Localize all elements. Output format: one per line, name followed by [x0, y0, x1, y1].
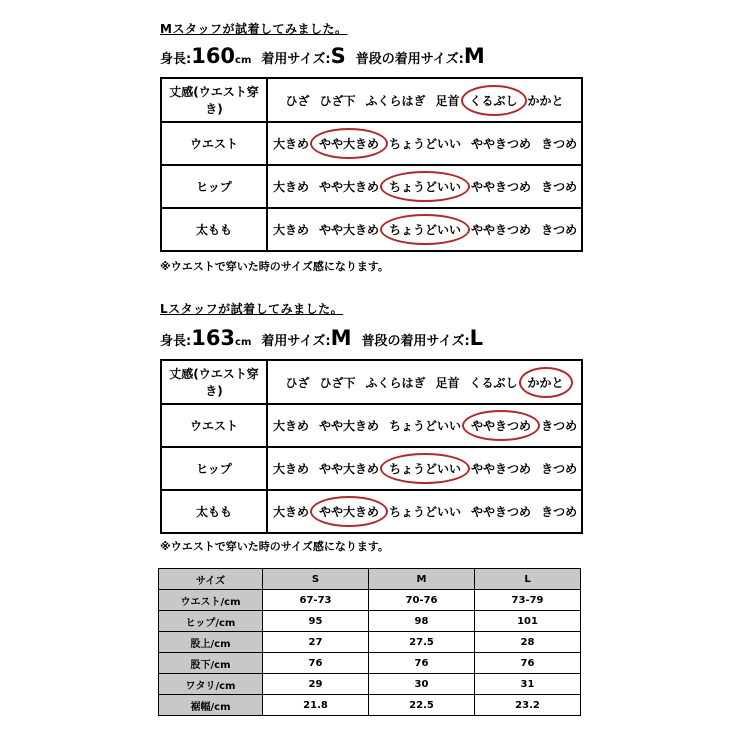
fit-option: 大きめ: [273, 223, 310, 237]
height-unit: cm: [235, 337, 252, 348]
size-header-cell: M: [369, 569, 475, 590]
fit-option: ひざ: [285, 93, 310, 108]
size-row: [159, 611, 581, 632]
fit-row: [161, 78, 582, 122]
fit-row-label: 丈感(ウエスト穿き): [161, 360, 267, 404]
size-value: 95: [263, 611, 369, 632]
fit-option: やや大きめ: [319, 419, 380, 433]
fit-row: [161, 165, 582, 208]
fit-option: ややきつめ: [471, 180, 532, 194]
fit-option: ややきつめ: [471, 505, 532, 519]
fit-option-selected: ちょうどいい: [380, 453, 470, 484]
size-row-label: ワタリ/cm: [159, 674, 263, 695]
fit-option-selected: やや大きめ: [310, 496, 388, 527]
fit-row-label: ヒップ: [161, 447, 267, 490]
size-row-label: ヒップ/cm: [159, 611, 263, 632]
fit-option: きつめ: [541, 223, 578, 237]
height-label: 身長:: [160, 334, 192, 349]
fit-row: [161, 208, 582, 251]
staff-l-spec: [160, 326, 483, 350]
fit-option: きつめ: [541, 419, 578, 433]
fit-option: 大きめ: [273, 462, 310, 476]
usual-size-value: L: [469, 326, 484, 350]
size-value: 67-73: [263, 590, 369, 611]
fit-size-label: 着用サイズ:: [261, 52, 331, 67]
height-unit: cm: [235, 55, 252, 66]
fit-row-options: [267, 165, 582, 208]
fit-option: 大きめ: [273, 419, 310, 433]
fit-row-options: [267, 404, 582, 447]
fit-size-value: S: [330, 44, 346, 68]
fit-option: ひざ: [285, 375, 310, 390]
fit-row-options: [267, 490, 582, 533]
size-value: 27.5: [369, 632, 475, 653]
fit-option-selected: ちょうどいい: [380, 171, 470, 202]
fit-row-label: 太もも: [161, 490, 267, 533]
fit-option-selected: ちょうどいい: [380, 214, 470, 245]
fit-option-selected: やや大きめ: [310, 128, 388, 159]
size-value: 76: [369, 653, 475, 674]
fit-option: くるぶし: [469, 375, 518, 390]
size-value: 22.5: [369, 695, 475, 716]
fit-option-selected: かかと: [519, 367, 573, 398]
usual-size-label: 普段の着用サイズ:: [355, 52, 464, 67]
fit-row-options: [267, 208, 582, 251]
fit-option-selected: ややきつめ: [462, 410, 540, 441]
staff-l-note: ※ウエストで穿いた時のサイズ感になります。: [160, 540, 389, 553]
fit-row-label: ウエスト: [161, 404, 267, 447]
fit-row: [161, 404, 582, 447]
staff-m-spec: [160, 44, 485, 68]
fit-option: やや大きめ: [319, 462, 380, 476]
size-value: 21.8: [263, 695, 369, 716]
fit-option: ややきつめ: [471, 137, 532, 151]
size-row-label: 股下/cm: [159, 653, 263, 674]
fit-row-options: [267, 360, 582, 404]
fit-row-options: [267, 122, 582, 165]
fit-option: きつめ: [541, 180, 578, 194]
size-value: 73-79: [475, 590, 581, 611]
fit-option: きつめ: [541, 137, 578, 151]
fit-option: きつめ: [541, 505, 578, 519]
fit-option: 足首: [435, 93, 460, 108]
fit-row: [161, 122, 582, 165]
size-row: [159, 695, 581, 716]
usual-size-value: M: [463, 44, 485, 68]
fit-option: やや大きめ: [319, 180, 380, 194]
height-value: 163: [191, 326, 236, 350]
fit-row-options: [267, 78, 582, 122]
fit-option: ふくらはぎ: [365, 93, 426, 108]
fit-row-label: ウエスト: [161, 122, 267, 165]
fit-row: [161, 360, 582, 404]
height-label: 身長:: [160, 52, 192, 67]
fit-option: ちょうどいい: [389, 419, 462, 433]
usual-size-label: 普段の着用サイズ:: [361, 334, 470, 349]
fit-row-options: [267, 447, 582, 490]
size-value: 28: [475, 632, 581, 653]
size-header-cell: S: [263, 569, 369, 590]
staff-m-heading: Mスタッフが試着してみました。: [160, 22, 348, 36]
size-value: 23.2: [475, 695, 581, 716]
size-value: 101: [475, 611, 581, 632]
size-row: [159, 632, 581, 653]
fit-option: かかと: [527, 93, 564, 108]
size-row: [159, 653, 581, 674]
size-value: 31: [475, 674, 581, 695]
fit-row-label: 丈感(ウエスト穿き): [161, 78, 267, 122]
fit-row-label: ヒップ: [161, 165, 267, 208]
size-header-cell: サイズ: [159, 569, 263, 590]
size-table: [158, 568, 581, 716]
fit-option: ひざ下: [319, 93, 356, 108]
size-header-cell: L: [475, 569, 581, 590]
size-row-label: 股上/cm: [159, 632, 263, 653]
fit-option: 大きめ: [273, 180, 310, 194]
size-value: 29: [263, 674, 369, 695]
fit-option: ふくらはぎ: [365, 375, 426, 390]
fit-option: ちょうどいい: [389, 505, 462, 519]
size-row-label: 裾幅/cm: [159, 695, 263, 716]
fit-option: ちょうどいい: [389, 137, 462, 151]
staff-m-fit-table: [160, 77, 583, 252]
fit-option: 足首: [435, 375, 460, 390]
fit-option: 大きめ: [273, 505, 310, 519]
fit-option: きつめ: [541, 462, 578, 476]
size-value: 27: [263, 632, 369, 653]
fit-row: [161, 447, 582, 490]
size-value: 70-76: [369, 590, 475, 611]
fit-option: ややきつめ: [471, 223, 532, 237]
fit-option-selected: くるぶし: [461, 85, 527, 116]
fit-option: やや大きめ: [319, 223, 380, 237]
size-value: 30: [369, 674, 475, 695]
size-row: [159, 590, 581, 611]
size-value: 76: [263, 653, 369, 674]
fit-size-label: 着用サイズ:: [261, 334, 331, 349]
size-row-label: ウエスト/cm: [159, 590, 263, 611]
fit-size-value: M: [330, 326, 352, 350]
fit-row-label: 太もも: [161, 208, 267, 251]
size-row: [159, 674, 581, 695]
size-value: 98: [369, 611, 475, 632]
fit-row: [161, 490, 582, 533]
fit-option: ややきつめ: [471, 462, 532, 476]
fit-option: 大きめ: [273, 137, 310, 151]
staff-l-heading: Lスタッフが試着してみました。: [160, 302, 344, 316]
height-value: 160: [191, 44, 236, 68]
staff-m-note: ※ウエストで穿いた時のサイズ感になります。: [160, 260, 389, 273]
fit-option: ひざ下: [319, 375, 356, 390]
staff-l-fit-table: [160, 359, 583, 534]
size-value: 76: [475, 653, 581, 674]
